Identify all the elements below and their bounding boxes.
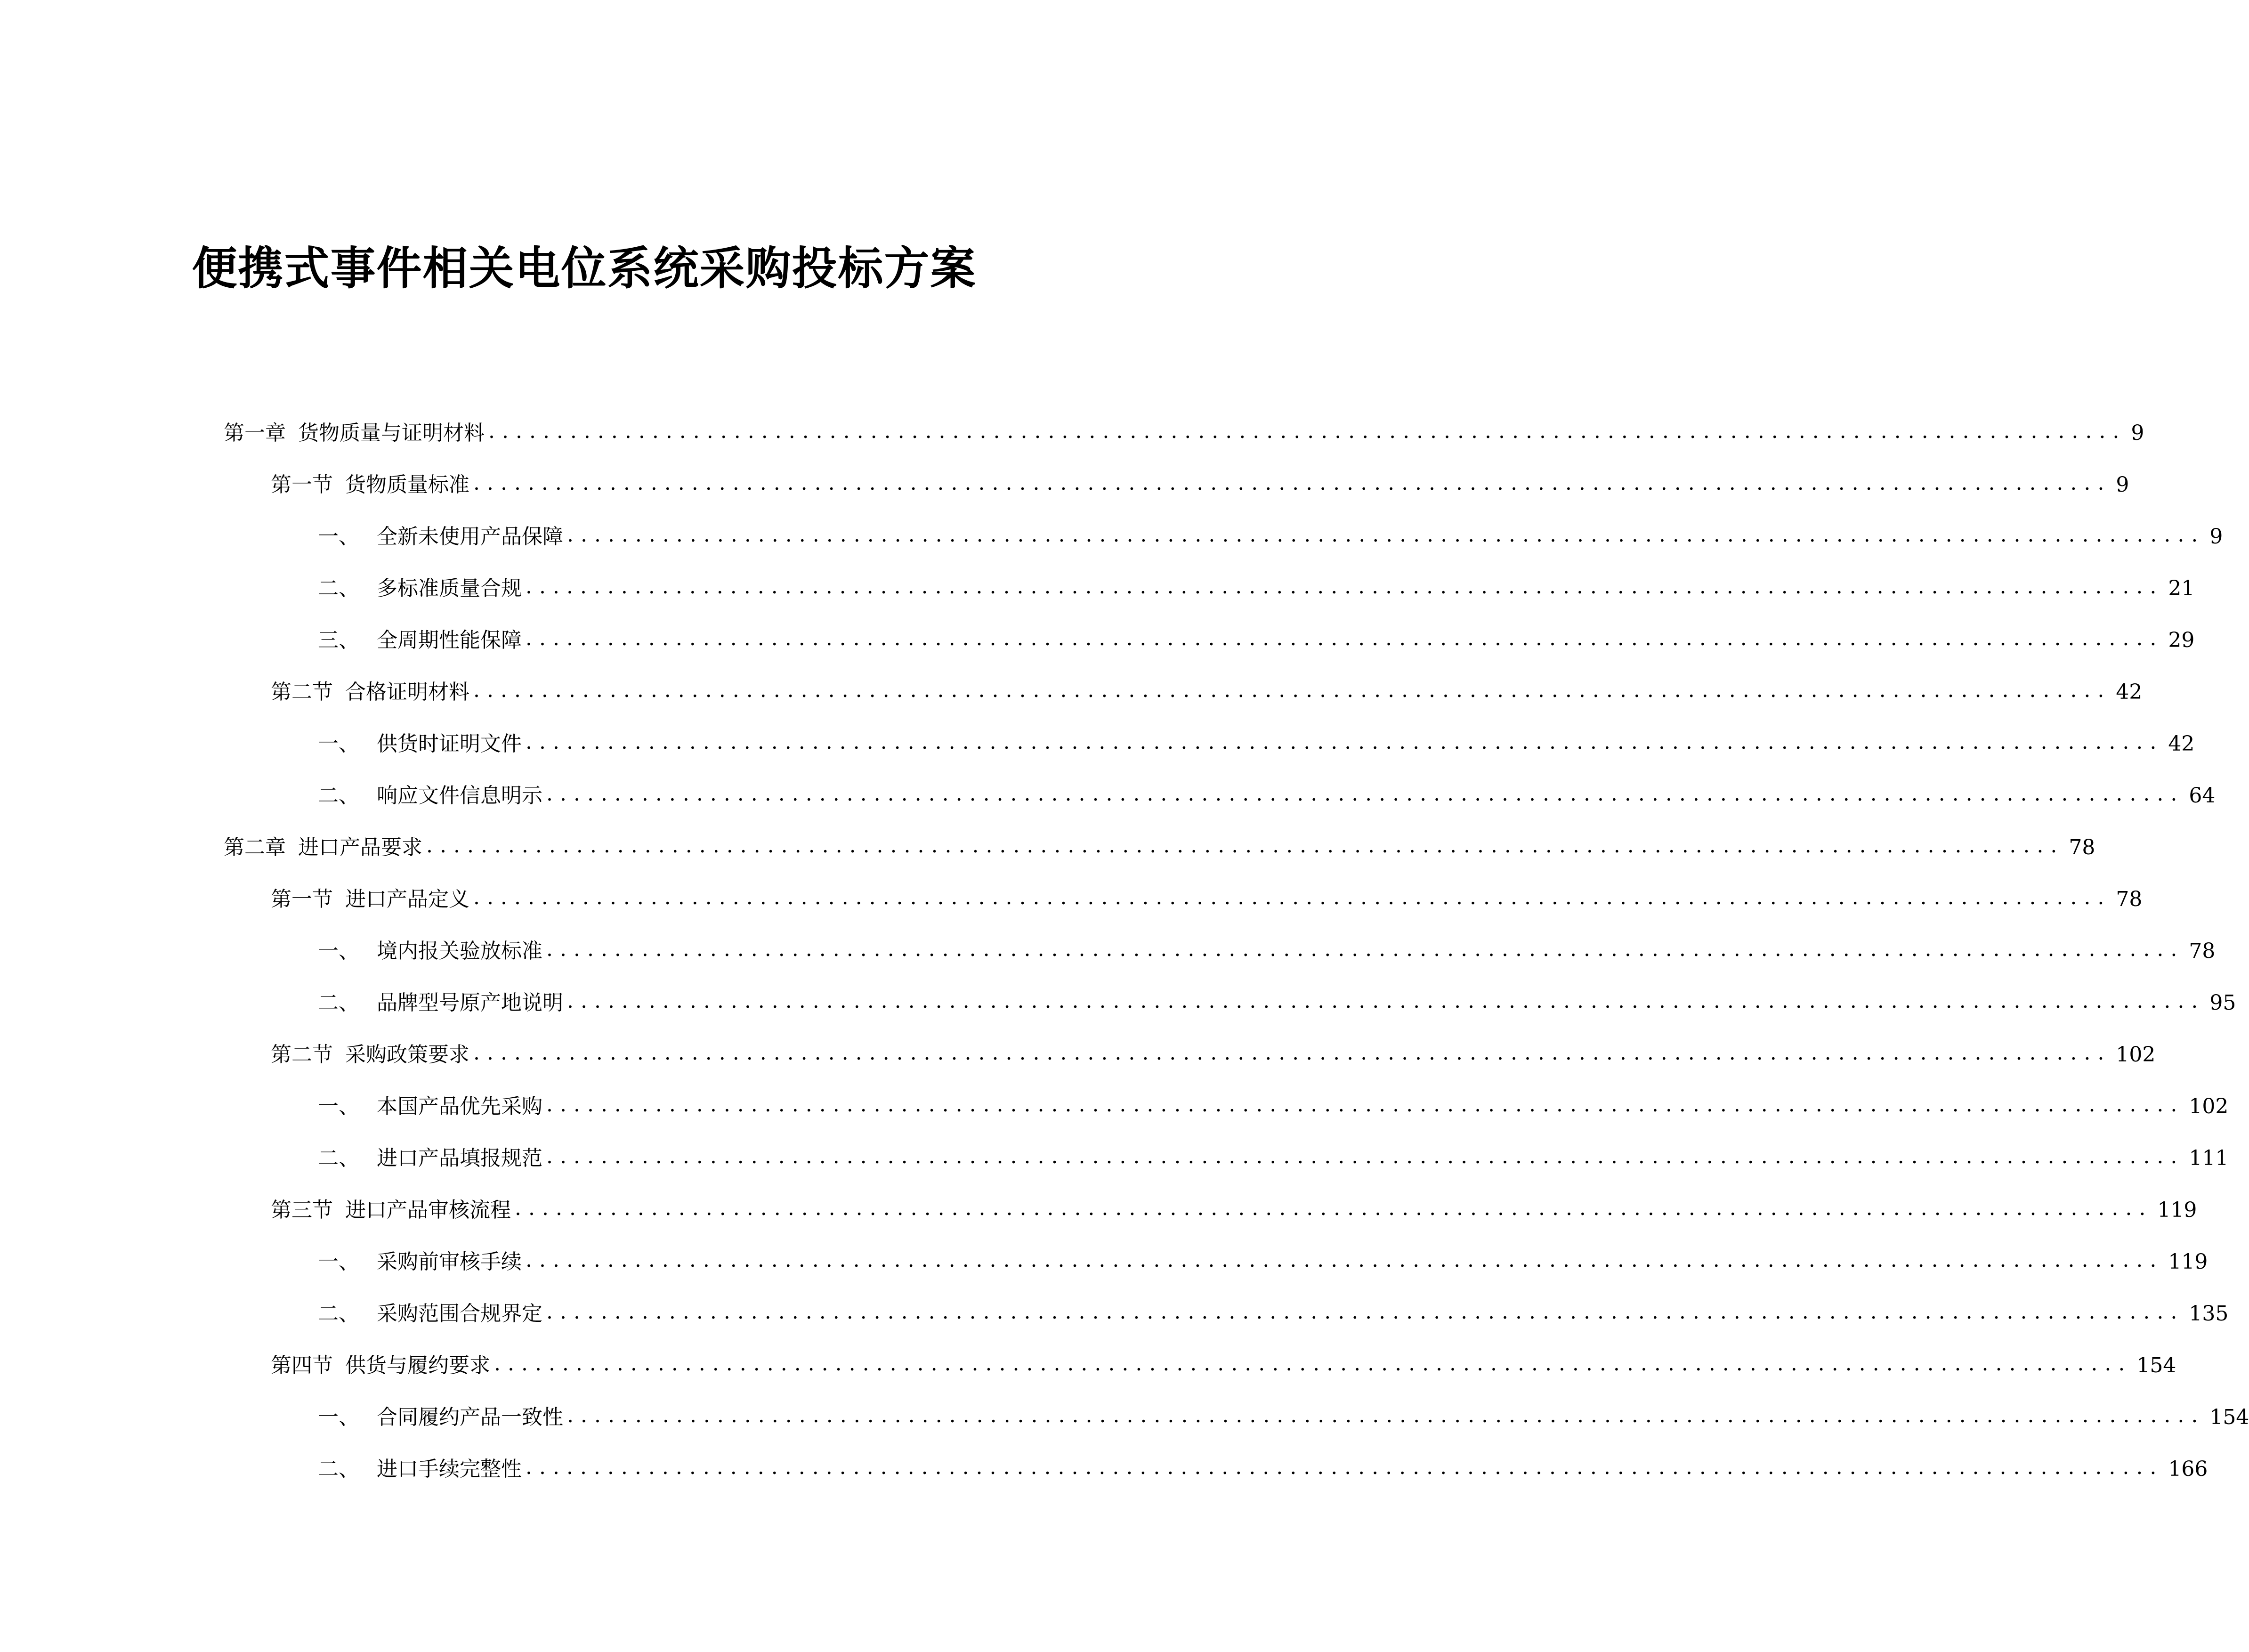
- toc-entry-page: 78: [2116, 887, 2143, 911]
- toc-entry-title: 全新未使用产品保障: [377, 525, 563, 549]
- toc-entry-page: 111: [2189, 1146, 2229, 1170]
- toc-entry-number: 第二章: [224, 835, 286, 859]
- toc-entry-page: 95: [2209, 991, 2236, 1015]
- toc-dot-leader: ........................................................................................................................: [473, 471, 2111, 495]
- toc-entry[interactable]: [318, 984, 2236, 1022]
- toc-dot-leader: ........................................................................................................................: [426, 834, 2064, 858]
- toc-entry[interactable]: [318, 1399, 2249, 1436]
- toc-entry-title: 多标准质量合规: [377, 576, 522, 600]
- toc-dot-leader: ........................................................................................................................: [526, 626, 2164, 650]
- toc-entry[interactable]: [318, 932, 2216, 970]
- toc-entry-title: 采购政策要求: [345, 1043, 469, 1067]
- toc-entry-page: 9: [2131, 421, 2144, 445]
- toc-entry-page: 154: [2136, 1353, 2176, 1377]
- toc-dot-leader: ........................................................................................................................: [567, 989, 2205, 1013]
- toc-entry-title: 供货与履约要求: [345, 1353, 490, 1377]
- toc-entry-number: 一、: [318, 1250, 359, 1274]
- toc-entry-page: 9: [2116, 473, 2129, 497]
- toc-entry-title: 品牌型号原产地说明: [377, 991, 563, 1015]
- toc-entry-title: 采购范围合规界定: [377, 1302, 542, 1326]
- toc-entry-page: 78: [2069, 835, 2095, 859]
- toc-entry-page: 42: [2168, 732, 2195, 756]
- toc-dot-leader: ........................................................................................................................: [526, 575, 2164, 599]
- toc-entry[interactable]: [318, 1243, 2208, 1281]
- toc-entry-title: 合格证明材料: [345, 680, 469, 704]
- toc-entry-number: 二、: [318, 1302, 359, 1326]
- toc-entry-title: 货物质量标准: [345, 473, 469, 497]
- toc-entry-number: 一、: [318, 939, 359, 963]
- toc-dot-leader: ........................................................................................................................: [494, 1352, 2132, 1376]
- toc-entry-number: 第一节: [271, 473, 333, 497]
- toc-dot-leader: ........................................................................................................................: [515, 1196, 2153, 1220]
- toc-entry-title: 进口手续完整性: [377, 1457, 522, 1481]
- toc-entry[interactable]: [318, 1140, 2229, 1177]
- toc-entry-number: 一、: [318, 732, 359, 756]
- toc-entry-title: 响应文件信息明示: [377, 784, 542, 808]
- toc-entry[interactable]: [271, 1191, 2197, 1229]
- toc-dot-leader: ........................................................................................................................: [546, 1300, 2184, 1324]
- toc-dot-leader: ........................................................................................................................: [473, 678, 2111, 702]
- toc-entry-number: 一、: [318, 1405, 359, 1429]
- toc-entry[interactable]: [224, 414, 2144, 452]
- toc-dot-leader: ........................................................................................................................: [526, 1248, 2164, 1272]
- toc-entry-title: 进口产品定义: [345, 887, 469, 911]
- toc-entry-title: 进口产品填报规范: [377, 1146, 542, 1170]
- toc-entry-page: 21: [2168, 576, 2195, 600]
- toc-entry-number: 第一节: [271, 887, 333, 911]
- toc-entry[interactable]: [318, 777, 2216, 815]
- toc-entry-page: 64: [2189, 784, 2216, 808]
- toc-dot-leader: ........................................................................................................................: [567, 523, 2205, 547]
- toc-entry-number: 二、: [318, 576, 359, 600]
- toc-entry-number: 二、: [318, 1457, 359, 1481]
- toc-dot-leader: ........................................................................................................................: [546, 937, 2184, 961]
- toc-entry[interactable]: [318, 1295, 2229, 1333]
- toc-dot-leader: ........................................................................................................................: [526, 730, 2164, 754]
- toc-entry-page: 102: [2189, 1094, 2229, 1118]
- toc-entry-title: 全周期性能保障: [377, 628, 522, 652]
- toc-dot-leader: ........................................................................................................................: [567, 1403, 2205, 1427]
- toc-entry-page: 135: [2189, 1302, 2229, 1326]
- toc-entry-title: 合同履约产品一致性: [377, 1405, 563, 1429]
- toc-entry-page: 166: [2168, 1457, 2208, 1481]
- toc-dot-leader: ........................................................................................................................: [546, 1144, 2184, 1168]
- toc-dot-leader: ........................................................................................................................: [488, 419, 2127, 443]
- toc-entry[interactable]: [318, 622, 2195, 659]
- toc-dot-leader: ........................................................................................................................: [473, 1041, 2111, 1065]
- toc-dot-leader: ........................................................................................................................: [546, 1093, 2184, 1117]
- toc-entry[interactable]: [271, 673, 2143, 711]
- document-title: 便携式事件相关电位系统采购投标方案: [192, 242, 977, 295]
- toc-dot-leader: ........................................................................................................................: [526, 1455, 2164, 1479]
- toc-entry-title: 供货时证明文件: [377, 732, 522, 756]
- toc-entry-page: 78: [2189, 939, 2216, 963]
- toc-entry-title: 本国产品优先采购: [377, 1094, 542, 1118]
- toc-entry[interactable]: [318, 1088, 2229, 1126]
- toc-entry-title: 采购前审核手续: [377, 1250, 522, 1274]
- toc-entry-number: 第四节: [271, 1353, 333, 1377]
- toc-entry-page: 119: [2157, 1198, 2197, 1222]
- toc-entry[interactable]: [271, 1347, 2176, 1385]
- toc-entry[interactable]: [318, 570, 2195, 607]
- toc-entry-page: 119: [2168, 1250, 2208, 1274]
- toc-entry-title: 进口产品要求: [298, 835, 422, 859]
- toc-entry-page: 9: [2209, 525, 2223, 549]
- toc-entry-page: 42: [2116, 680, 2143, 704]
- toc-entry[interactable]: [318, 1450, 2208, 1488]
- toc-entry[interactable]: [271, 1036, 2156, 1074]
- toc-entry[interactable]: [318, 725, 2195, 763]
- toc-dot-leader: ........................................................................................................................: [546, 782, 2184, 806]
- toc-entry[interactable]: [271, 466, 2129, 504]
- toc-entry-title: 进口产品审核流程: [345, 1198, 511, 1222]
- toc-entry[interactable]: [224, 829, 2095, 866]
- toc-entry-page: 102: [2116, 1043, 2156, 1067]
- toc-entry-title: 境内报关验放标准: [377, 939, 542, 963]
- toc-entry-title: 货物质量与证明材料: [298, 421, 485, 445]
- toc-entry[interactable]: [271, 881, 2143, 918]
- toc-entry-number: 一、: [318, 1094, 359, 1118]
- toc-entry-number: 二、: [318, 991, 359, 1015]
- toc-dot-leader: ........................................................................................................................: [473, 885, 2111, 909]
- toc-entry-number: 第一章: [224, 421, 286, 445]
- toc-entry-number: 第二节: [271, 680, 333, 704]
- toc-entry-number: 第二节: [271, 1043, 333, 1067]
- toc-entry-page: 29: [2168, 628, 2195, 652]
- toc-entry[interactable]: [318, 518, 2223, 556]
- toc-entry-number: 二、: [318, 1146, 359, 1170]
- toc-entry-number: 二、: [318, 784, 359, 808]
- toc-entry-number: 一、: [318, 525, 359, 549]
- toc-entry-page: 154: [2209, 1405, 2249, 1429]
- toc-entry-number: 第三节: [271, 1198, 333, 1222]
- toc-entry-number: 三、: [318, 628, 359, 652]
